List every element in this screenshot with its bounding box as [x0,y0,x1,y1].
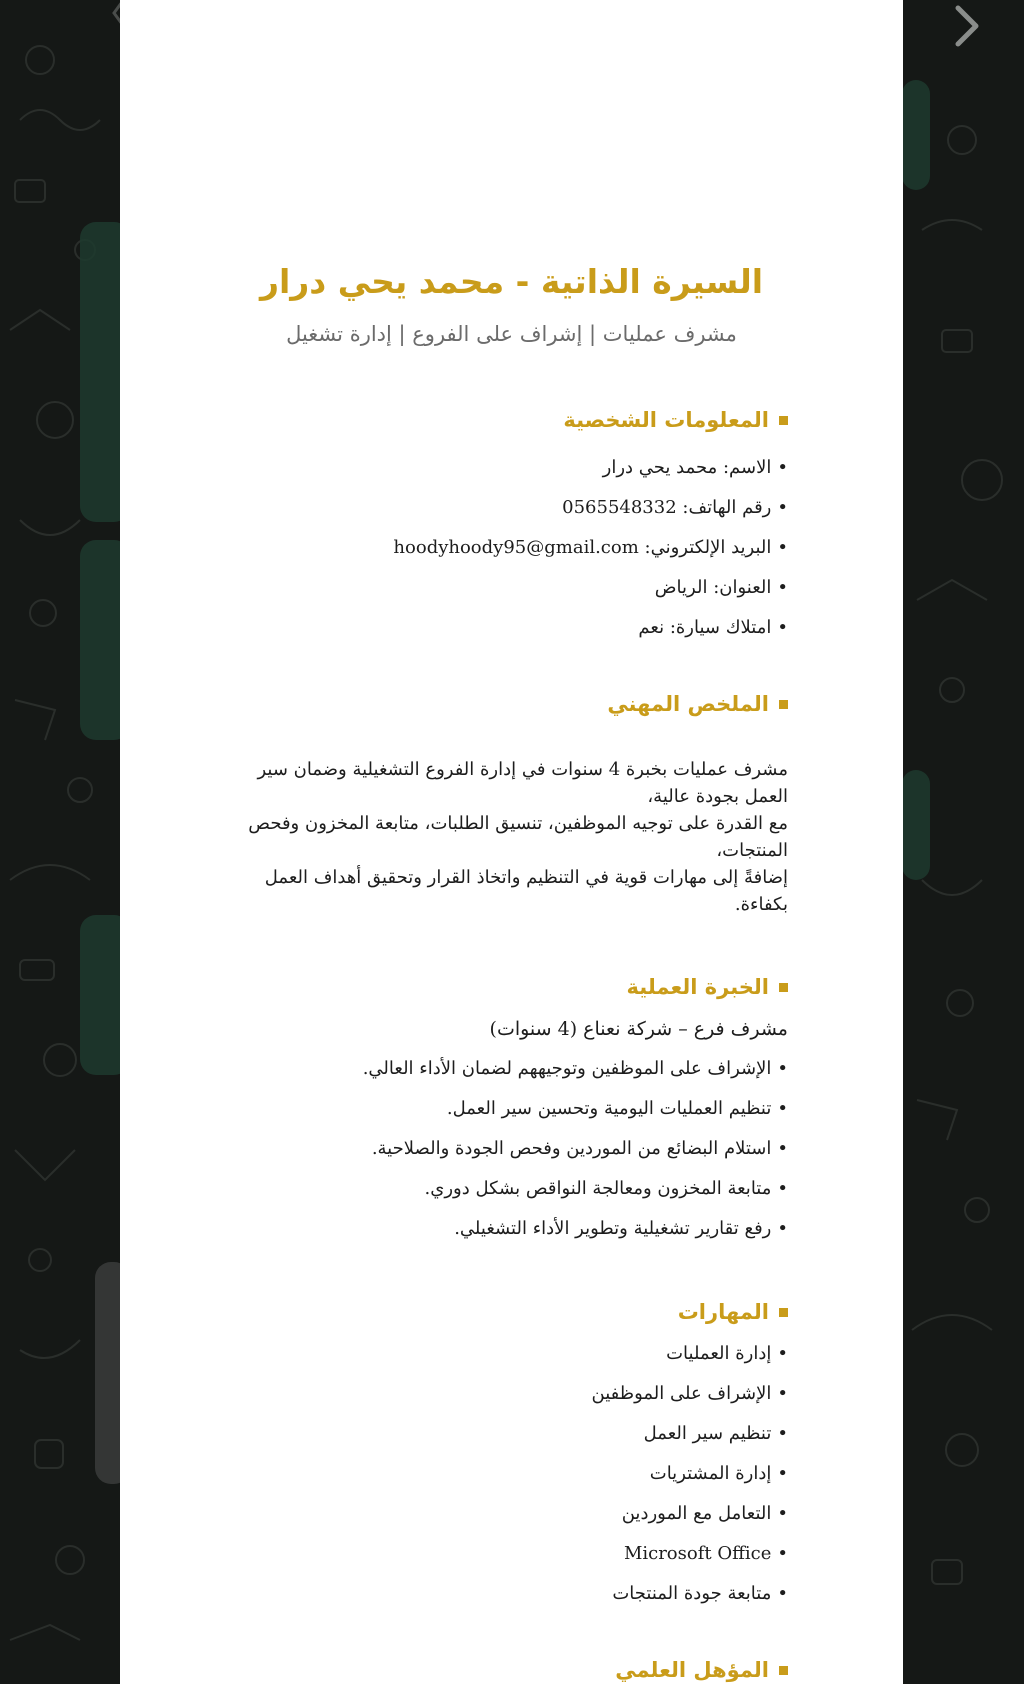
chat-background-left [0,0,125,1684]
phone-field: رقم الهاتف: 0565548332 [562,497,772,518]
page-subtitle: مشرف عمليات | إشراف على الفروع | إدارة تشغيل [286,322,737,346]
list-item [228,1374,788,1414]
task-list [228,1049,788,1249]
bullet-icon: • [777,497,788,518]
skills-list [228,1334,788,1614]
personal-info-list [228,448,788,648]
list-item [228,1209,788,1249]
bullet-icon: • [777,577,788,598]
email-field: البريد الإلكتروني: hoodyhoody95@gmail.com [393,537,772,558]
skill-text: إدارة العمليات [666,1343,772,1364]
page-title: السيرة الذاتية - محمد يحي درار [259,262,764,301]
section-heading-text: المعلومات الشخصية [563,408,769,432]
list-item [228,1494,788,1534]
list-item [228,528,788,568]
section-heading [228,1658,788,1682]
chat-bubble [902,770,930,880]
car-field: امتلاك سيارة: نعم [638,617,772,638]
education-section [228,1658,788,1682]
bullet-icon: • [777,1058,788,1079]
chat-bubble [902,80,930,190]
section-heading [228,692,788,716]
skills-section [228,1300,788,1614]
address-field: العنوان: الرياض [654,577,772,598]
task-text: رفع تقارير تشغيلية وتطوير الأداء التشغيلي. [454,1218,772,1239]
bullet-icon: • [777,1543,788,1564]
name-field: الاسم: محمد يحي درار [602,457,772,478]
summary-line: مشرف عمليات بخبرة 4 سنوات في إدارة الفروع التشغيلية وضمان سير العمل بجودة عالية، [257,759,788,807]
summary-line: مع القدرة على توجيه الموظفين، تنسيق الطلبات، متابعة المخزون وفحص المنتجات، [248,813,788,861]
section-heading [228,975,788,999]
list-item [228,1414,788,1454]
square-marker-icon [779,983,788,992]
personal-info-section [228,408,788,648]
task-text: متابعة المخزون ومعالجة النواقص بشكل دوري. [424,1178,772,1199]
skill-text: متابعة جودة المنتجات [612,1583,772,1604]
section-heading [228,1300,788,1324]
square-marker-icon [779,1308,788,1317]
chat-bubble [80,540,125,740]
job-title: مشرف فرع – شركة نعناع (4 سنوات) [489,1018,788,1040]
bullet-icon: • [777,1423,788,1444]
summary-section [228,692,788,918]
experience-section [228,975,788,1249]
task-text: الإشراف على الموظفين وتوجيههم لضمان الأداء العالي. [362,1058,772,1079]
skill-text: الإشراف على الموظفين [591,1383,772,1404]
list-item [228,1574,788,1614]
list-item [228,1049,788,1089]
section-heading [228,408,788,432]
bullet-icon: • [777,1383,788,1404]
resume-page [120,0,903,1684]
bullet-icon: • [777,1343,788,1364]
chat-bubble [80,222,125,522]
bullet-icon: • [777,457,788,478]
task-text: استلام البضائع من الموردين وفحص الجودة والصلاحية. [371,1138,772,1159]
bullet-icon: • [777,1098,788,1119]
skill-text: تنظيم سير العمل [643,1423,772,1444]
list-item [228,488,788,528]
section-heading-text: الملخص المهني [607,692,769,716]
list-item [228,608,788,648]
skill-text: إدارة المشتريات [649,1463,772,1484]
square-marker-icon [779,1666,788,1675]
bullet-icon: • [777,1218,788,1239]
next-page-chevron-icon[interactable] [946,2,986,50]
chat-bubble [80,915,125,1075]
summary-line: إضافةً إلى مهارات قوية في التنظيم واتخاذ القرار وتحقيق أهداف العمل بكفاءة. [264,867,788,915]
list-item [228,568,788,608]
bullet-icon: • [777,1583,788,1604]
list-item [228,1454,788,1494]
square-marker-icon [779,700,788,709]
skill-text: Microsoft Office [623,1543,772,1564]
list-item [228,448,788,488]
list-item [228,1169,788,1209]
bullet-icon: • [777,1503,788,1524]
square-marker-icon [779,416,788,425]
bullet-icon: • [777,1463,788,1484]
list-item [228,1129,788,1169]
section-heading-text: المهارات [677,1300,769,1324]
bullet-icon: • [777,537,788,558]
bullet-icon: • [777,617,788,638]
section-heading-text: المؤهل العلمي [615,1658,769,1682]
skill-text: التعامل مع الموردين [621,1503,772,1524]
section-heading-text: الخبرة العملية [626,975,769,999]
task-text: تنظيم العمليات اليومية وتحسين سير العمل. [446,1098,772,1119]
list-item [228,1534,788,1574]
list-item [228,1089,788,1129]
bullet-icon: • [777,1138,788,1159]
bullet-icon: • [777,1178,788,1199]
list-item [228,1334,788,1374]
chat-background-right [902,0,1024,1684]
